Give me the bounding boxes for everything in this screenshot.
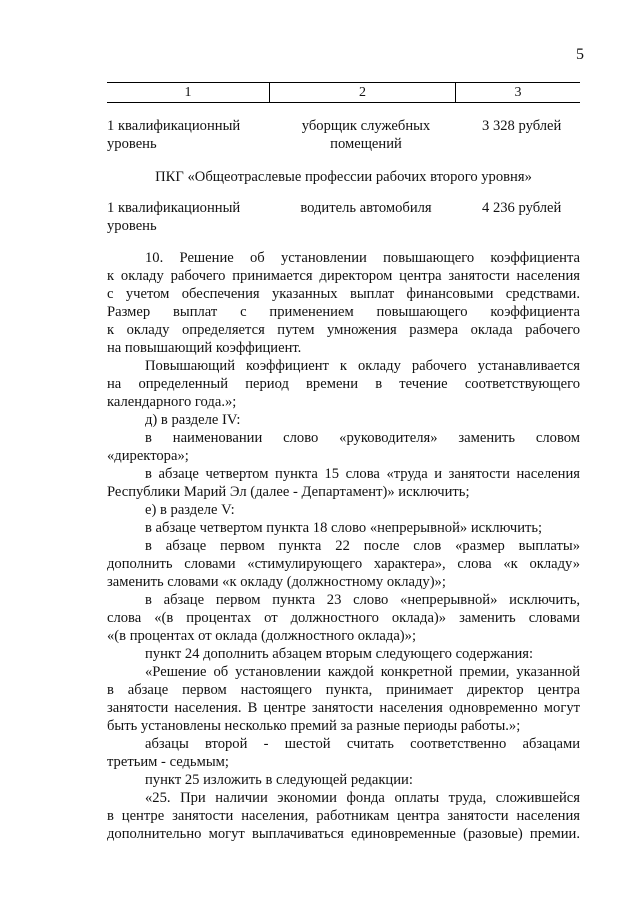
table-cell-level: 1 квалификационный xyxy=(107,118,241,134)
body-line: в абзаце первом настоящего пункта, принимает директор центра xyxy=(107,682,580,698)
table-cell-position: помещений xyxy=(330,136,402,152)
column-header-3: 3 xyxy=(514,85,522,100)
body-line: Размер выплат с применением повышающего коэффициента xyxy=(107,304,580,320)
body-line: «Решение об установлении каждой конкретной премии, указанной xyxy=(145,664,580,680)
body-line: на определенный период времени в течение соответствующего xyxy=(107,376,580,392)
body-line: третьим - седьмым; xyxy=(107,754,229,770)
table-cell-position: уборщик служебных xyxy=(301,118,431,134)
body-line: Повышающий коэффициент к окладу рабочего устанавливается xyxy=(145,358,580,374)
body-line: занятости населения. В центре занятости населения одновременно могут xyxy=(107,700,580,716)
body-line: в центре занятости населения, работникам центра занятости населения xyxy=(107,808,580,824)
table-cell-level: уровень xyxy=(107,218,157,234)
column-header-2: 2 xyxy=(359,85,366,100)
table-cell-level: 1 квалификационный xyxy=(107,200,241,216)
body-line: «25. При наличии экономии фонда оплаты труда, сложившейся xyxy=(145,790,580,806)
body-line: в абзаце четвертом пункта 15 слова «труда и занятости населения xyxy=(145,466,580,482)
body-line: быть установлены несколько премий за разные периоды работы.»; xyxy=(107,718,521,734)
body-line: с учетом обеспечения указанных выплат финансовыми средствами. xyxy=(107,286,580,302)
body-line: 10. Решение об установлении повышающего коэффициента xyxy=(145,250,580,266)
page-number: 5 xyxy=(576,46,584,63)
table-cell-salary: 4 236 рублей xyxy=(482,200,562,216)
body-line: «(в процентах от оклада (должностного оклада)»; xyxy=(107,628,417,644)
body-line: на повышающий коэффициент. xyxy=(107,340,302,356)
body-line: е) в разделе V: xyxy=(145,502,235,518)
table-cell-position: водитель автомобиля xyxy=(300,200,432,216)
body-line: «директора»; xyxy=(107,448,189,464)
body-line: пункт 24 дополнить абзацем вторым следующего содержания: xyxy=(145,646,534,662)
body-line: заменить словами «к окладу (должностному окладу)»; xyxy=(107,574,446,590)
body-line: в абзаце первом пункта 23 слово «непрерывной» исключить, xyxy=(145,592,580,608)
body-line: в наименовании слово «руководителя» заменить словом xyxy=(145,430,580,446)
body-line: д) в разделе IV: xyxy=(145,412,241,428)
body-line: к окладу рабочего принимается директором центра занятости населения xyxy=(107,268,580,284)
column-header-1: 1 xyxy=(184,85,192,100)
table-header xyxy=(107,82,580,103)
body-line: дополнительно могут выплачиваться единовременные (разовые) премии. xyxy=(107,826,580,842)
body-line: календарного года.»; xyxy=(107,394,237,410)
group-title: ПКГ «Общеотраслевые профессии рабочих второго уровня» xyxy=(155,169,532,185)
table-cell-level: уровень xyxy=(107,136,157,152)
body-line: дополнить словами «стимулирующего характера», слова «к окладу» xyxy=(107,556,580,572)
body-line: абзацы второй - шестой считать соответственно абзацами xyxy=(145,736,580,752)
table-cell-salary: 3 328 рублей xyxy=(482,118,562,134)
body-line: пункт 25 изложить в следующей редакции: xyxy=(145,772,413,788)
body-line: слова «(в процентах от должностного оклада)» заменить словами xyxy=(107,610,580,626)
body-line: в абзаце первом пункта 22 после слов «размер выплаты» xyxy=(145,538,580,554)
body-line: к окладу определяется путем умножения размера оклада рабочего xyxy=(107,322,580,338)
body-line: Республики Марий Эл (далее - Департамент)» исключить; xyxy=(107,484,470,500)
body-line: в абзаце четвертом пункта 18 слово «непрерывной» исключить; xyxy=(145,520,543,536)
